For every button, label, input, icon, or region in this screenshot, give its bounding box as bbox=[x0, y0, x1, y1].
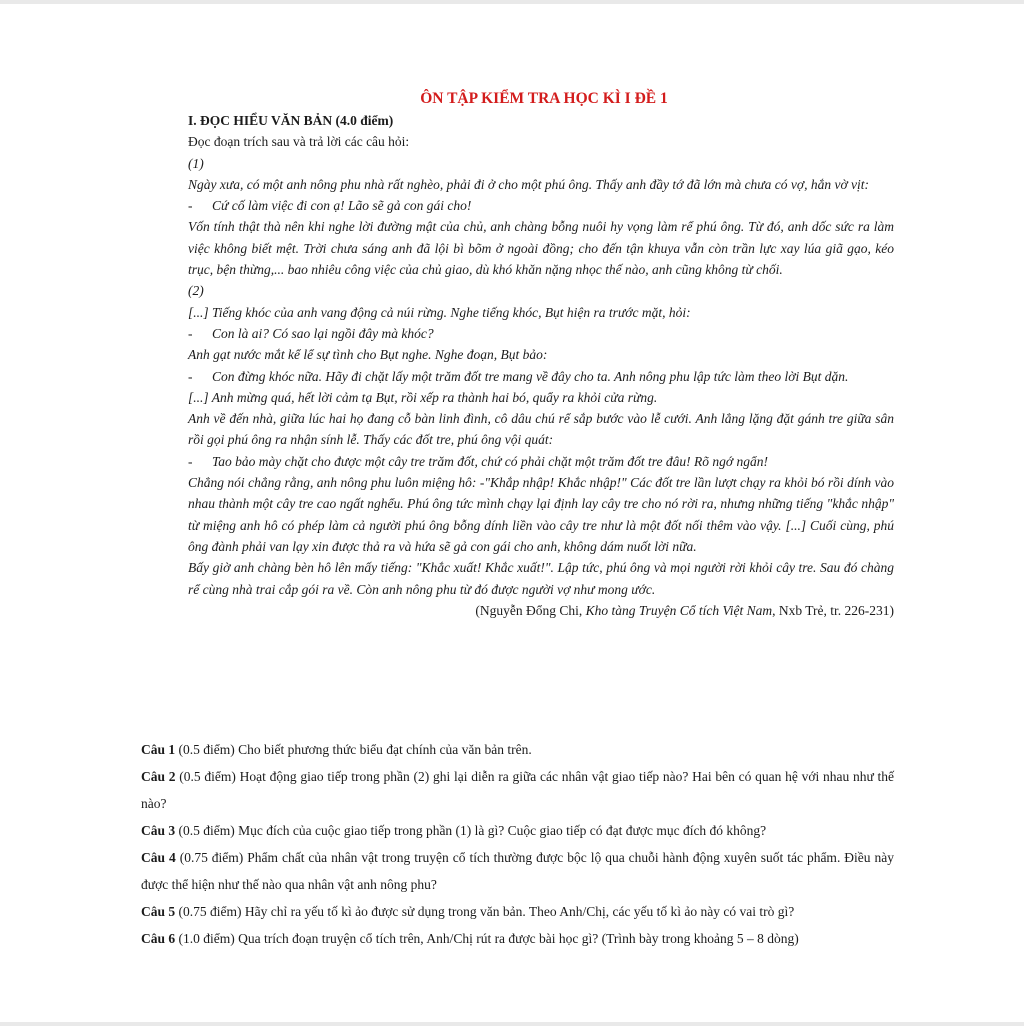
dialogue-line bbox=[188, 366, 894, 387]
passage-paragraph: Chẳng nói chẳng rằng, anh nông phu luôn miệng hô: -"Khắp nhập! Khắc nhập!" Các đốt tre lần lượt chạy ra khỏi bó rồi dính vào nhau thành một cây tre cao ngất nghểu. Phú ông tức mình chạy lại định lay cây tre cho nó rời ra, nhưng những tiếng "khắc nhập" từ miệng anh hô có phép làm cả người phú ông bỗng dính liền vào cây tre như là một đốt nối thêm vào vậy. [...] Cuối cùng, phú ông đành phải van lạy xin được thả ra và hứa sẽ gả con gái cho anh, không dám nuốt lời nữa. bbox=[188, 475, 894, 554]
passage-paragraph: Bấy giờ anh chàng bèn hô lên mấy tiếng: "Khắc xuất! Khắc xuất!". Lập tức, phú ông và mọi người rời khỏi cây tre. Sau đó chàng rể cùng nhà trai cắp gói ra về. Còn anh nông phu từ đó được người vợ như mong ước. bbox=[188, 560, 894, 597]
document-title: ÔN TẬP KIỂM TRA HỌC KÌ I ĐỀ 1 bbox=[420, 90, 668, 107]
question-item bbox=[141, 817, 894, 844]
question-label: Câu 1 bbox=[141, 742, 176, 757]
dash-bullet: - bbox=[188, 453, 193, 469]
question-label: Câu 6 bbox=[141, 931, 176, 946]
dialogue-text: Con là ai? Có sao lại ngồi đây mà khóc? bbox=[212, 325, 434, 341]
question-text: (0.5 điểm) Cho biết phương thức biểu đạt chính của văn bản trên. bbox=[175, 742, 532, 757]
question-item bbox=[141, 763, 894, 817]
question-label: Câu 4 bbox=[141, 850, 176, 865]
passage-paragraph: Ngày xưa, có một anh nông phu nhà rất nghèo, phải đi ở cho một phú ông. Thấy anh đầy tớ đã lớn mà chưa có vợ, hắn vờ vịt: bbox=[188, 176, 870, 192]
question-text: (0.75 điểm) Hãy chỉ ra yếu tố kì ảo được sử dụng trong văn bản. Theo Anh/Chị, các yếu tố kì ảo này có vai trò gì? bbox=[175, 904, 795, 919]
dialogue-text: Con đừng khóc nữa. Hãy đi chặt lấy một trăm đốt tre mang về đây cho ta. Anh nông phu lập tức làm theo lời Bụt dặn. bbox=[212, 368, 849, 384]
section-heading: I. ĐỌC HIỂU VĂN BẢN (4.0 điểm) bbox=[188, 113, 394, 128]
dialogue-text: Cứ cố làm việc đi con ạ! Lão sẽ gả con gái cho! bbox=[212, 198, 472, 214]
reading-section bbox=[188, 110, 894, 621]
section-instruction: Đọc đoạn trích sau và trả lời các câu hỏi: bbox=[188, 134, 410, 150]
question-label: Câu 5 bbox=[141, 904, 176, 919]
source-citation bbox=[188, 600, 894, 621]
passage-paragraph: Anh về đến nhà, giữa lúc hai họ đang cỗ bàn linh đình, cô dâu chú rể sắp bước vào lễ cưới. Anh lẳng lặng đặt gánh tre giữa sân rồi gọi phú ông ra nhận sính lễ. Thấy các đốt tre, phú ông vội quát: bbox=[188, 411, 894, 448]
passage-paragraph: Anh gạt nước mắt kể lể sự tình cho Bụt nghe. Nghe đoạn, Bụt bảo: bbox=[188, 347, 548, 363]
source-book-title: Kho tàng Truyện Cổ tích Việt Nam bbox=[585, 602, 773, 618]
question-label: Câu 3 bbox=[141, 823, 176, 838]
part-label-2: (2) bbox=[188, 283, 204, 299]
dash-bullet: - bbox=[188, 368, 193, 384]
question-item bbox=[141, 925, 894, 952]
question-text: (0.75 điểm) Phẩm chất của nhân vật trong truyện cổ tích thường được bộc lộ qua chuỗi hành động xuyên suốt tác phẩm. Điều này được thể hiện như thế nào qua nhân vật anh nông phu? bbox=[141, 850, 894, 892]
question-item bbox=[141, 844, 894, 898]
dash-bullet: - bbox=[188, 198, 193, 214]
part-label-1: (1) bbox=[188, 155, 204, 171]
passage-paragraph: Vốn tính thật thà nên khi nghe lời đường mật của chủ, anh chàng bỗng nuôi hy vọng làm rể phú ông. Từ đó, anh dốc sức ra làm việc không biết mệt. Trời chưa sáng anh đã lội bì bõm ở ngoài đồng; cho đến tận khuya vẫn còn trần lực xay lúa giã gạo, kéo trục, bện thừng,... bao nhiêu công việc của chủ giao, dù khó khăn nặng nhọc thế nào, anh cũng không từ chối. bbox=[188, 219, 894, 278]
document-page bbox=[0, 4, 1024, 1022]
question-text: (1.0 điểm) Qua trích đoạn truyện cổ tích trên, Anh/Chị rút ra được bài học gì? (Trình bày trong khoảng 5 – 8 dòng) bbox=[175, 931, 799, 946]
dialogue-line bbox=[188, 323, 894, 344]
questions-list bbox=[141, 736, 894, 952]
question-item bbox=[141, 736, 894, 763]
passage-paragraph: [...] Tiếng khóc của anh vang động cả núi rừng. Nghe tiếng khóc, Bụt hiện ra trước mặt, hỏi: bbox=[188, 304, 691, 320]
source-author: (Nguyễn Đổng Chi, bbox=[475, 602, 586, 618]
dialogue-line bbox=[188, 195, 894, 216]
source-publisher: , Nxb Trẻ, tr. 226-231) bbox=[772, 602, 894, 618]
dash-bullet: - bbox=[188, 325, 193, 341]
question-label: Câu 2 bbox=[141, 769, 176, 784]
question-text: (0.5 điểm) Hoạt động giao tiếp trong phần (2) ghi lại diễn ra giữa các nhân vật giao tiếp nào? Hai bên có quan hệ với nhau như thế nào? bbox=[141, 769, 895, 811]
dialogue-line bbox=[188, 451, 894, 472]
question-item bbox=[141, 898, 894, 925]
dialogue-text: Tao bảo mày chặt cho được một cây tre trăm đốt, chứ có phải chặt một trăm đốt tre đâu! Rõ ngớ ngẩn! bbox=[212, 453, 768, 469]
question-text: (0.5 điểm) Mục đích của cuộc giao tiếp trong phần (1) là gì? Cuộc giao tiếp có đạt được mục đích đó không? bbox=[175, 823, 767, 838]
passage-paragraph: [...] Anh mừng quá, hết lời cảm tạ Bụt, rồi xếp ra thành hai bó, quẩy ra khỏi cửa rừng. bbox=[188, 389, 658, 405]
